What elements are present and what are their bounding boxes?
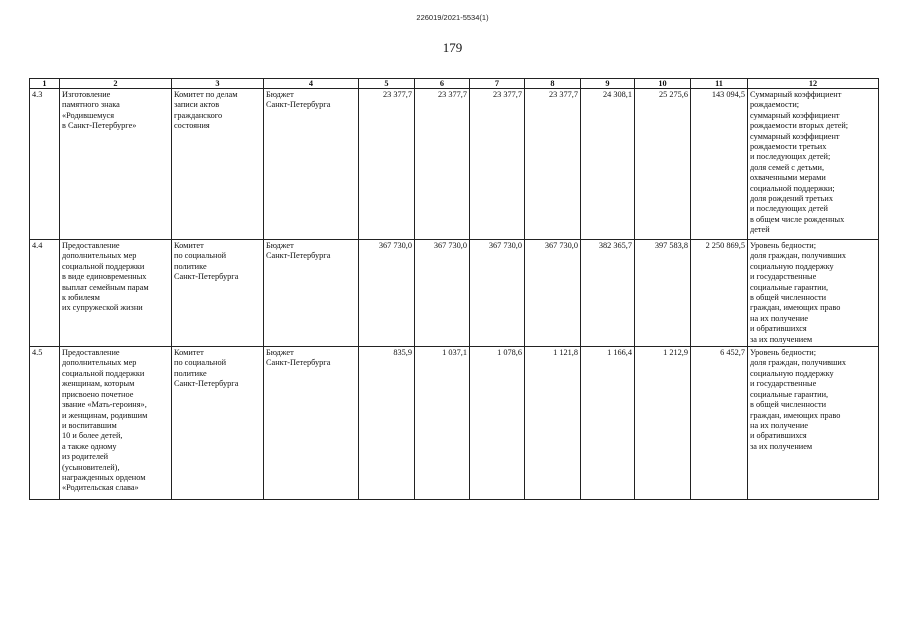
document-id: 226019/2021-5534(1) [416, 13, 489, 22]
amount-cell: 835,9 [359, 347, 415, 500]
amount-cell: 1 166,4 [581, 347, 635, 500]
column-number-row [30, 79, 879, 89]
column-header: 8 [525, 79, 581, 89]
column-header: 6 [415, 79, 470, 89]
funding-source: Бюджет Санкт-Петербурга [264, 89, 359, 240]
executor: Комитет по социальной политике Санкт-Петербурга [172, 347, 264, 500]
total-cell: 143 094,5 [691, 89, 748, 240]
amount-cell: 367 730,0 [415, 240, 470, 347]
executor: Комитет по социальной политике Санкт-Петербурга [172, 240, 264, 347]
executor: Комитет по делам записи актов гражданского состояния [172, 89, 264, 240]
column-header: 5 [359, 79, 415, 89]
row-number: 4.5 [30, 347, 60, 500]
page-number: 179 [442, 40, 463, 55]
total-cell: 2 250 869,5 [691, 240, 748, 347]
program-measures-table [29, 78, 879, 500]
row-number: 4.4 [30, 240, 60, 347]
funding-source: Бюджет Санкт-Петербурга [264, 347, 359, 500]
measure-name: Предоставление дополнительных мер социальной поддержки в виде единовременных выплат семейным парам к юбилеям их супружеской жизни [60, 240, 172, 347]
column-header: 3 [172, 79, 264, 89]
measure-name: Предоставление дополнительных мер социальной поддержки женщинам, которым присвоено почетное звание «Мать-героиня», и женщинам, родившим и воспитавшим 10 и более детей, а также одному из родителей (усыновителей), награжденных орденом «Родительская слава» [60, 347, 172, 500]
row-number: 4.3 [30, 89, 60, 240]
column-header: 10 [635, 79, 691, 89]
total-cell: 6 452,7 [691, 347, 748, 500]
amount-cell: 1 078,6 [470, 347, 525, 500]
indicators-cell: Суммарный коэффициент рождаемости; суммарный коэффициент рождаемости вторых детей; суммарный коэффициент рождаемости третьих и последующих детей; доля семей с детьми, охваченными мерами социальной поддержки; доля рождений третьих и последующих детей в общем числе рожденных детей [748, 89, 879, 240]
indicators-cell: Уровень бедности; доля граждан, получивших социальную поддержку и государственные социальные гарантии, в общей численности граждан, имеющих право на их получение и обратившихся за их получением [748, 240, 879, 347]
amount-cell: 1 212,9 [635, 347, 691, 500]
indicators-cell: Уровень бедности; доля граждан, получивших социальную поддержку и государственные социальные гарантии, в общей численности граждан, имеющих право на их получение и обратившихся за их получением [748, 347, 879, 500]
amount-cell: 23 377,7 [415, 89, 470, 240]
table-row [30, 89, 879, 240]
amount-cell: 23 377,7 [359, 89, 415, 240]
amount-cell: 367 730,0 [470, 240, 525, 347]
funding-source: Бюджет Санкт-Петербурга [264, 240, 359, 347]
column-header: 11 [691, 79, 748, 89]
table-row [30, 347, 879, 500]
amount-cell: 1 037,1 [415, 347, 470, 500]
amount-cell: 397 583,8 [635, 240, 691, 347]
table-row [30, 240, 879, 347]
amount-cell: 367 730,0 [525, 240, 581, 347]
column-header: 12 [748, 79, 879, 89]
column-header: 9 [581, 79, 635, 89]
amount-cell: 24 308,1 [581, 89, 635, 240]
amount-cell: 25 275,6 [635, 89, 691, 240]
amount-cell: 367 730,0 [359, 240, 415, 347]
column-header: 7 [470, 79, 525, 89]
measure-name: Изготовление памятного знака «Родившемуся в Санкт-Петербурге» [60, 89, 172, 240]
column-header: 2 [60, 79, 172, 89]
amount-cell: 1 121,8 [525, 347, 581, 500]
column-header: 4 [264, 79, 359, 89]
amount-cell: 23 377,7 [470, 89, 525, 240]
amount-cell: 23 377,7 [525, 89, 581, 240]
amount-cell: 382 365,7 [581, 240, 635, 347]
column-header: 1 [30, 79, 60, 89]
